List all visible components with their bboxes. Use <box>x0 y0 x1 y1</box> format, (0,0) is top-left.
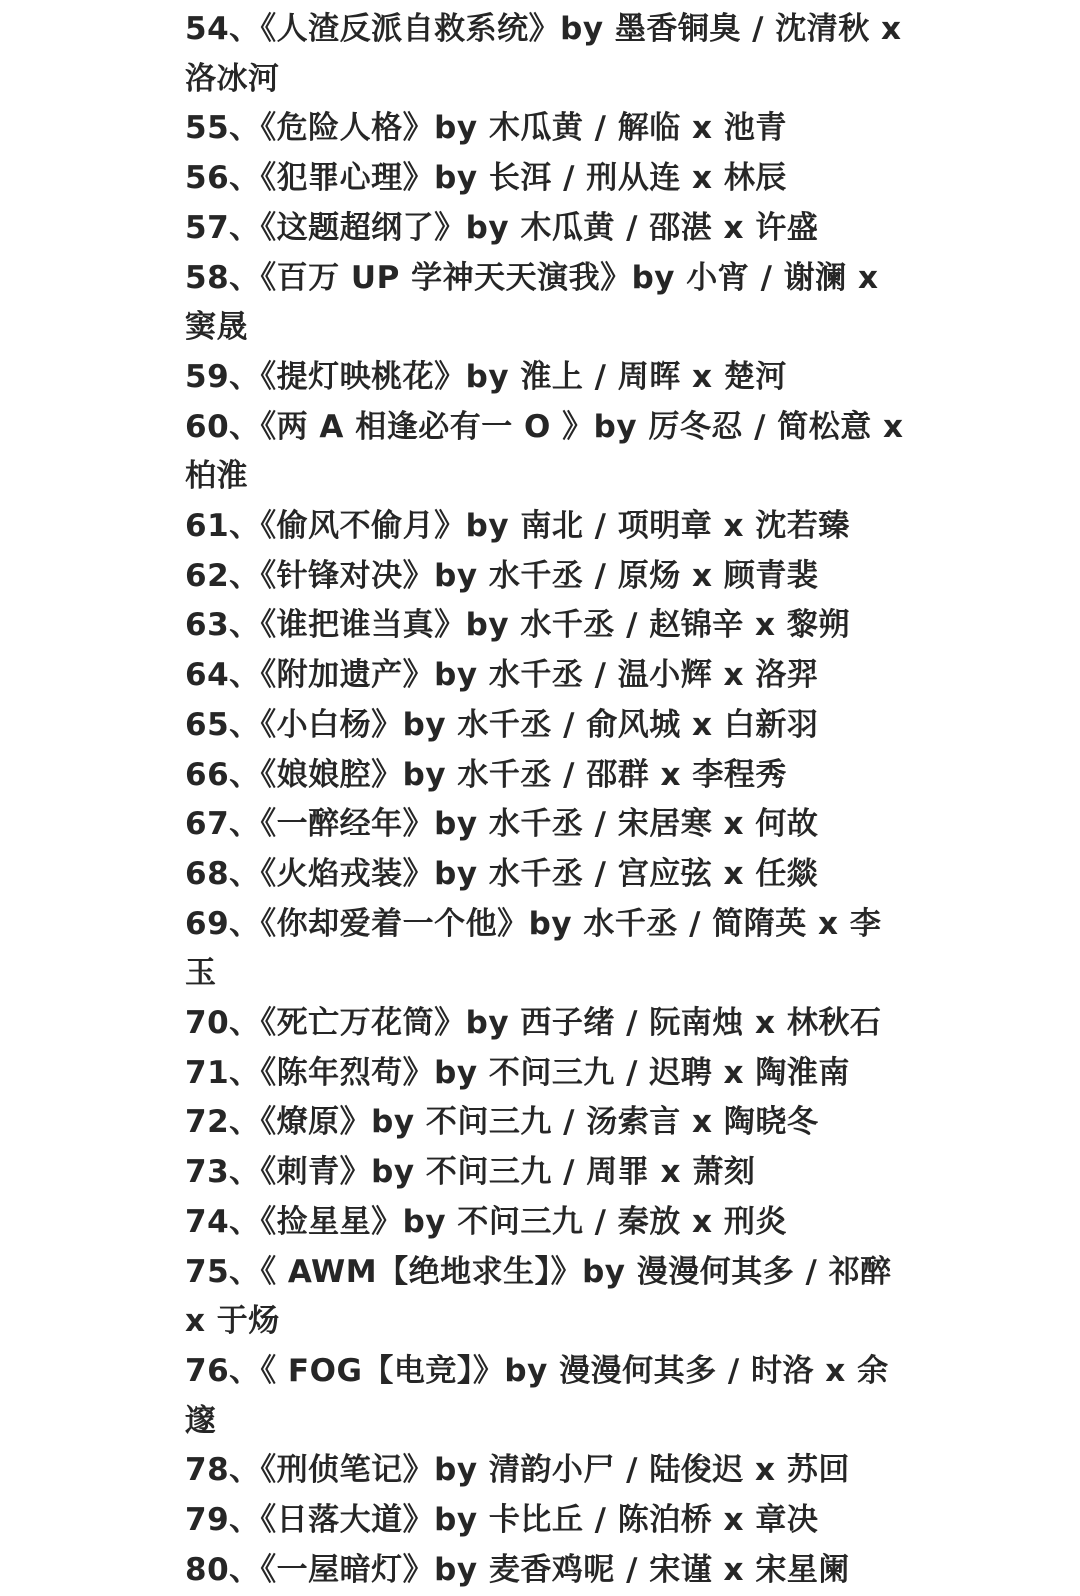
list-item: 80、《一屋暗灯》by 麦香鸡呢 / 宋谨 x 宋星阑 <box>185 1551 850 1588</box>
list-item: 64、《附加遗产》by 水千丞 / 温小辉 x 洛羿 <box>185 657 819 694</box>
list-item: 56、《犯罪心理》by 长洱 / 刑从连 x 林辰 <box>185 160 787 197</box>
list-item: 75、《 AWM【绝地求生】》by 漫漫何其多 / 祁醉 x 于炀 <box>185 1253 892 1340</box>
list-item: 76、《 FOG【电竞】》by 漫漫何其多 / 时洛 x 余邃 <box>185 1352 889 1439</box>
list-item: 66、《娘娘腔》by 水千丞 / 邵群 x 李程秀 <box>185 756 787 793</box>
list-item: 65、《小白杨》by 水千丞 / 俞风城 x 白新羽 <box>185 706 819 743</box>
list-item: 67、《一醉经年》by 水千丞 / 宋居寒 x 何故 <box>185 806 819 843</box>
list-item: 73、《刺青》by 不问三九 / 周罪 x 萧刻 <box>185 1154 756 1191</box>
list-item: 63、《谁把谁当真》by 水千丞 / 赵锦辛 x 黎朔 <box>185 607 850 644</box>
list-item: 54、《人渣反派自救系统》by 墨香铜臭 / 沈清秋 x 洛冰河 <box>185 11 902 97</box>
list-item: 71、《陈年烈苟》by 不问三九 / 迟聘 x 陶淮南 <box>185 1054 850 1091</box>
list-item: 57、《这题超纲了》by 木瓜黄 / 邵湛 x 许盛 <box>185 209 819 246</box>
list-item: 60、《两 A 相逢必有一 O 》by 厉冬忍 / 简松意 x 柏淮 <box>185 408 904 495</box>
list-item: 74、《捡星星》by 不问三九 / 秦放 x 刑炎 <box>185 1203 787 1240</box>
list-item: 79、《日落大道》by 卡比丘 / 陈泊桥 x 章决 <box>185 1502 819 1539</box>
list-item: 69、《你却爱着一个他》by 水千丞 / 简隋英 x 李玉 <box>185 905 882 992</box>
list-item: 61、《偷风不偷月》by 南北 / 项明章 x 沈若臻 <box>185 508 850 545</box>
list-item: 58、《百万 UP 学神天天演我》by 小宵 / 谢澜 x 窦晟 <box>185 259 879 346</box>
list-item: 55、《危险人格》by 木瓜黄 / 解临 x 池青 <box>185 110 787 147</box>
list-item: 72、《燎原》by 不问三九 / 汤索言 x 陶晓冬 <box>185 1104 819 1141</box>
list-item: 59、《提灯映桃花》by 淮上 / 周晖 x 楚河 <box>185 358 787 395</box>
list-item: 68、《火焰戎装》by 水千丞 / 宫应弦 x 任燚 <box>185 855 819 892</box>
list-item: 70、《死亡万花筒》by 西子绪 / 阮南烛 x 林秋石 <box>185 1005 882 1042</box>
list-item: 78、《刑侦笔记》by 清韵小尸 / 陆俊迟 x 苏回 <box>185 1452 850 1489</box>
list-item: 62、《针锋对决》by 水千丞 / 原炀 x 顾青裴 <box>185 557 819 594</box>
book-list <box>185 5 905 1596</box>
